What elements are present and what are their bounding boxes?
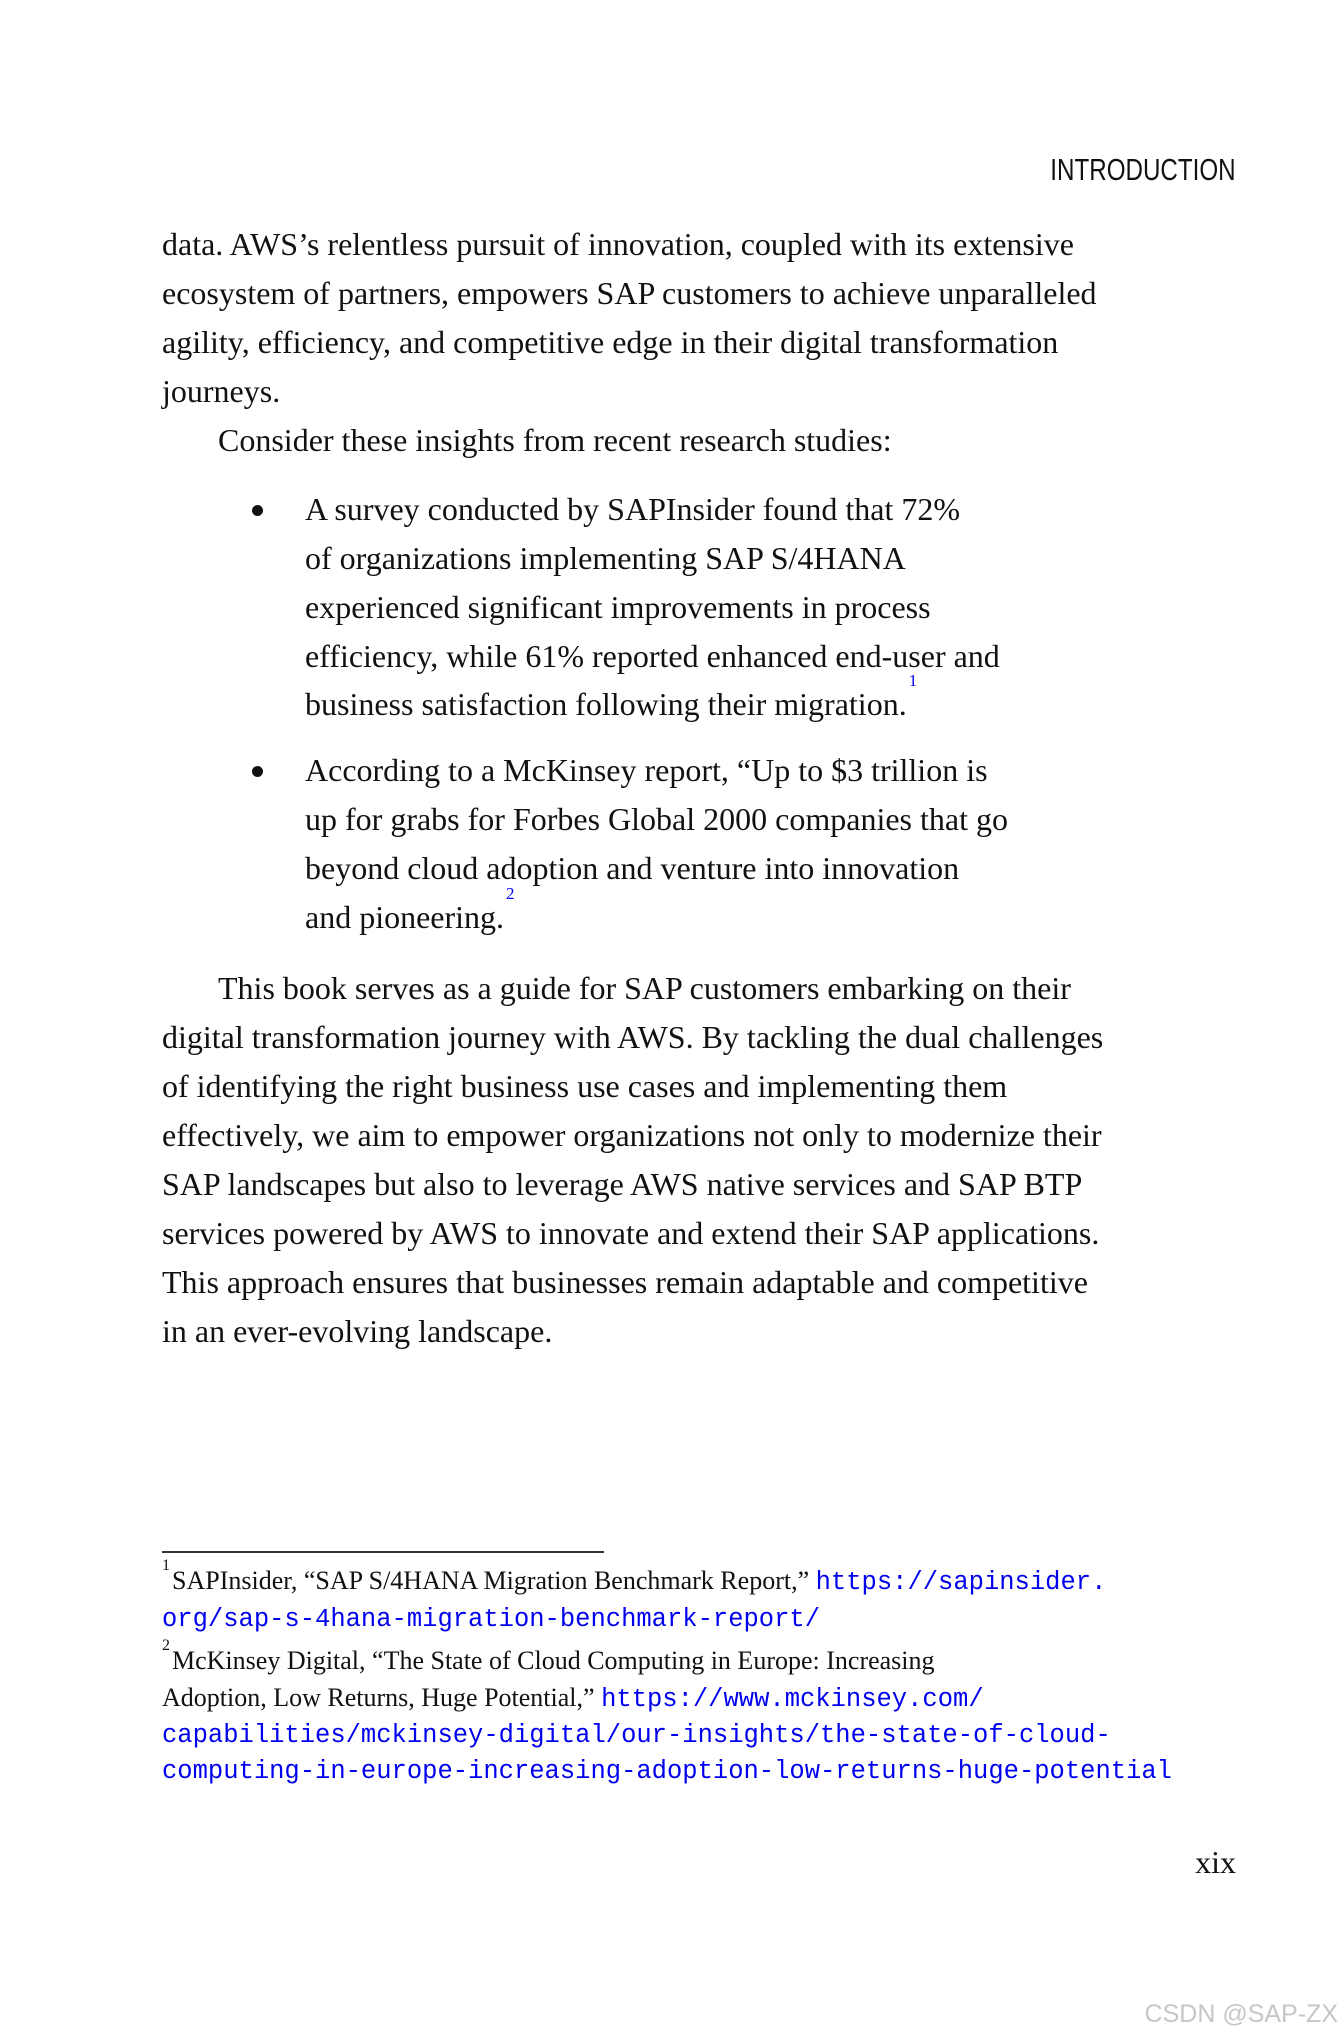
footnote-text: SAPInsider, “SAP S/4HANA Migration Benchmark Report,” bbox=[172, 1566, 810, 1595]
footnote-1-link[interactable]: https://sapinsider. bbox=[815, 1568, 1107, 1597]
paragraph-line: This approach ensures that businesses remain adaptable and competitive bbox=[162, 1264, 1088, 1300]
paragraph-line: effectively, we aim to empower organizations not only to modernize their bbox=[162, 1117, 1102, 1153]
footnote-number: 2 bbox=[162, 1637, 170, 1654]
bullet-line: of organizations implementing SAP S/4HANA bbox=[305, 540, 906, 576]
bullet-line: beyond cloud adoption and venture into innovation bbox=[305, 850, 960, 886]
footnote-text: Adoption, Low Returns, Huge Potential,” bbox=[162, 1683, 595, 1712]
footnote-ref-1[interactable]: 1 bbox=[908, 671, 918, 690]
bullet-icon bbox=[252, 505, 263, 516]
paragraph-line: This book serves as a guide for SAP customers embarking on their bbox=[218, 970, 1071, 1006]
bullet-line-last bbox=[305, 671, 918, 729]
bullet-line: A survey conducted by SAPInsider found that 72% bbox=[305, 491, 961, 527]
footnote-line bbox=[162, 1637, 935, 1679]
bullet-line-last bbox=[305, 884, 515, 942]
paragraph-line: services powered by AWS to innovate and extend their SAP applications. bbox=[162, 1215, 1100, 1251]
footnote-2-link[interactable]: https://www.mckinsey.com/ bbox=[601, 1685, 984, 1714]
footnote-separator bbox=[162, 1551, 604, 1553]
footnote-number: 1 bbox=[162, 1557, 170, 1574]
footnote-2-link-cont[interactable]: computing-in-europe-increasing-adoption-low-returns-huge-potential bbox=[162, 1757, 1172, 1786]
paragraph-line: ecosystem of partners, empowers SAP customers to achieve unparalleled bbox=[162, 275, 1097, 311]
bullet-icon bbox=[252, 766, 263, 777]
paragraph-line: in an ever-evolving landscape. bbox=[162, 1313, 553, 1349]
footnote-line bbox=[162, 1599, 820, 1636]
bullet-line: efficiency, while 61% reported enhanced end-user and bbox=[305, 638, 1000, 674]
footnote-ref-2[interactable]: 2 bbox=[506, 884, 515, 903]
bullet-line-text: and pioneering. bbox=[305, 899, 505, 935]
paragraph-line: agility, efficiency, and competitive edge in their digital transformation bbox=[162, 324, 1059, 360]
footnote-line bbox=[162, 1715, 1111, 1752]
paragraph-line: digital transformation journey with AWS. By tackling the dual challenges bbox=[162, 1019, 1104, 1055]
page-number: xix bbox=[1195, 1844, 1236, 1880]
footnote-line bbox=[162, 1751, 1172, 1788]
bullet-line: According to a McKinsey report, “Up to $3 trillion is bbox=[305, 752, 988, 788]
paragraph-line: SAP landscapes but also to leverage AWS native services and SAP BTP bbox=[162, 1166, 1083, 1202]
bullet-line: up for grabs for Forbes Global 2000 companies that go bbox=[305, 801, 1008, 837]
paragraph-2: Consider these insights from recent research studies: bbox=[218, 422, 892, 458]
footnote-text: McKinsey Digital, “The State of Cloud Computing in Europe: Increasing bbox=[172, 1646, 935, 1675]
paragraph-line: journeys. bbox=[162, 373, 281, 409]
running-head: INTRODUCTION bbox=[1050, 152, 1236, 187]
bullet-line-text: business satisfaction following their migration. bbox=[305, 686, 907, 722]
watermark: CSDN @SAP-ZX bbox=[1144, 2000, 1338, 2028]
paragraph-line: of identifying the right business use cases and implementing them bbox=[162, 1068, 1008, 1104]
paragraph-line: data. AWS’s relentless pursuit of innovation, coupled with its extensive bbox=[162, 226, 1074, 262]
footnote-1-link-cont[interactable]: org/sap-s-4hana-migration-benchmark-report/ bbox=[162, 1605, 821, 1634]
footnote-line bbox=[162, 1679, 984, 1716]
footnote-2-link-cont[interactable]: capabilities/mckinsey-digital/our-insights/the-state-of-cloud- bbox=[162, 1721, 1111, 1750]
footnote-line bbox=[162, 1557, 1107, 1599]
bullet-line: experienced significant improvements in process bbox=[305, 589, 931, 625]
